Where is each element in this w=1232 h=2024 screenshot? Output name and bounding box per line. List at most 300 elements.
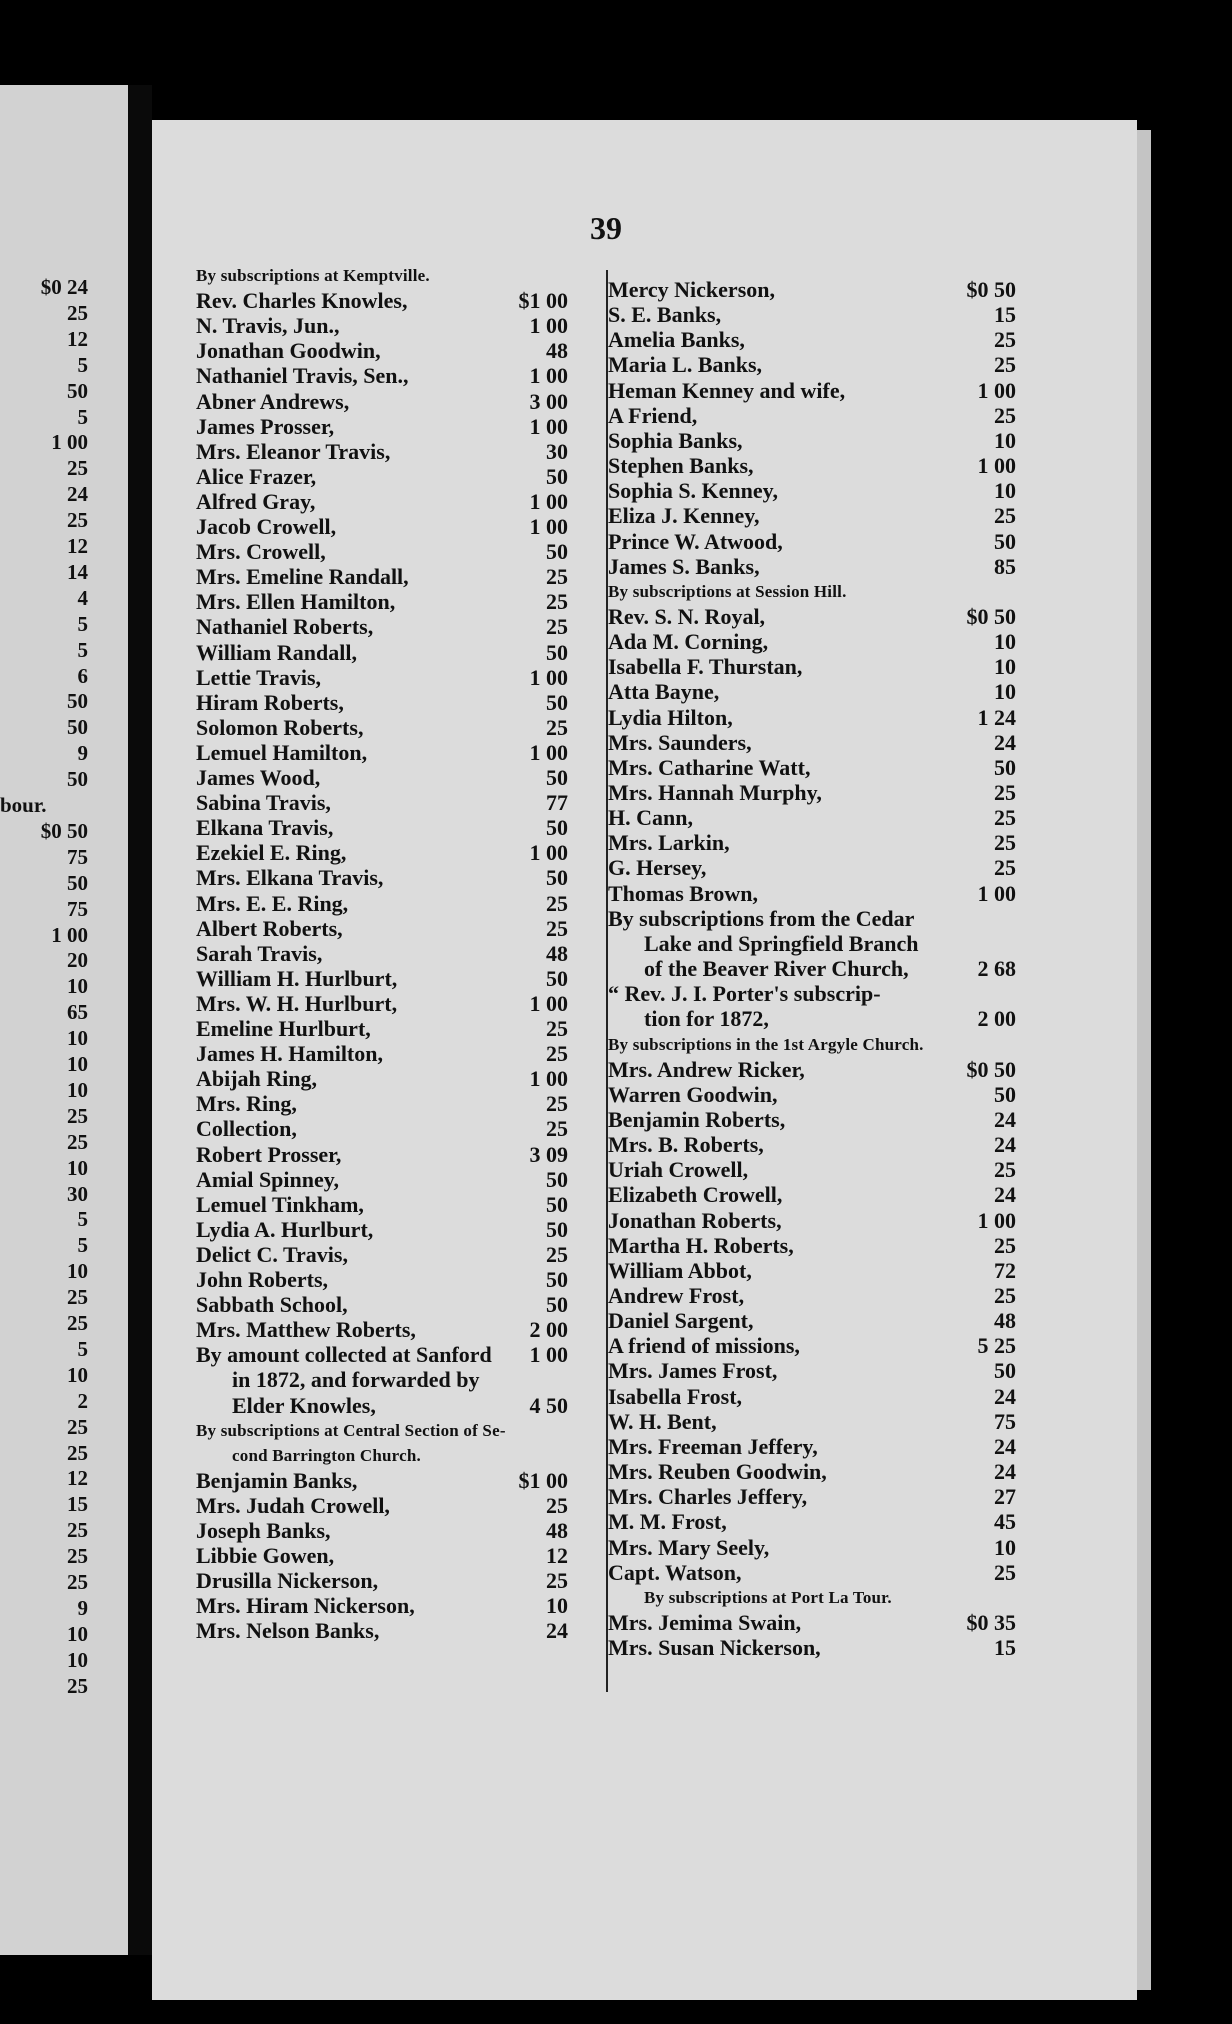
subscriber-name: Elkana Travis, bbox=[196, 815, 334, 841]
facing-page-text: 12 bbox=[67, 1466, 88, 1491]
subscription-entry bbox=[196, 1543, 568, 1568]
subscriber-name: Mrs. Jemima Swain, bbox=[608, 1609, 802, 1635]
subscriber-name: Sarah Travis, bbox=[196, 940, 323, 966]
facing-page-text: 6 bbox=[77, 663, 88, 688]
subscriber-name: “ Rev. J. I. Porter's subscrip- bbox=[608, 981, 881, 1007]
facing-page-text: 20 bbox=[67, 948, 88, 973]
subscription-entry bbox=[608, 931, 1016, 956]
subscriber-name: Mrs. Matthew Roberts, bbox=[196, 1317, 416, 1343]
subscriber-name: Ada M. Corning, bbox=[608, 629, 769, 655]
subscriber-name: Alfred Gray, bbox=[196, 488, 316, 514]
subscription-entry bbox=[608, 403, 1016, 428]
subscriber-name: Mrs. Mary Seely, bbox=[608, 1534, 770, 1560]
amount: 10 bbox=[994, 478, 1016, 504]
subscription-entry bbox=[608, 755, 1016, 780]
heading-text: By subscriptions in the 1st Argyle Church. bbox=[608, 1034, 924, 1054]
amount: 1 00 bbox=[977, 453, 1016, 479]
facing-page-text: 10 bbox=[67, 1362, 88, 1387]
subscription-entry bbox=[196, 715, 568, 740]
subscription-entry bbox=[196, 815, 568, 840]
page-edge bbox=[1137, 130, 1151, 1990]
facing-page-text: 24 bbox=[67, 482, 88, 507]
subscriber-name: Robert Prosser, bbox=[196, 1141, 342, 1167]
amount: 48 bbox=[546, 940, 568, 966]
subscription-entry bbox=[608, 1132, 1016, 1157]
amount: 25 bbox=[546, 714, 568, 740]
facing-page-text: 5 bbox=[77, 1233, 88, 1258]
subscriber-name: Sabina Travis, bbox=[196, 790, 331, 816]
subscriber-name: Sophia S. Kenney, bbox=[608, 478, 778, 504]
section-heading bbox=[196, 263, 568, 288]
facing-page-text: 1 00 bbox=[51, 430, 88, 455]
subscriber-name: Mrs. Hiram Nickerson, bbox=[196, 1593, 415, 1619]
subscriber-name: Mrs. Ellen Hamilton, bbox=[196, 589, 396, 615]
subscriber-name: Lemuel Hamilton, bbox=[196, 739, 368, 765]
subscriber-name: Abner Andrews, bbox=[196, 388, 350, 414]
amount: 50 bbox=[546, 1292, 568, 1318]
heading-text: By subscriptions at Session Hill. bbox=[608, 581, 847, 601]
subscriber-name: Mrs. W. H. Hurlburt, bbox=[196, 990, 398, 1016]
subscriber-name: James S. Banks, bbox=[608, 553, 760, 579]
subscription-entry bbox=[196, 313, 568, 338]
facing-page-fragment bbox=[0, 85, 128, 1955]
amount: 24 bbox=[546, 1618, 568, 1644]
amount: 1 00 bbox=[529, 990, 568, 1016]
subscriber-name: William Abbot, bbox=[608, 1257, 752, 1283]
subscription-entry bbox=[608, 1610, 1016, 1635]
facing-page-text: 5 bbox=[77, 404, 88, 429]
amount: 85 bbox=[994, 553, 1016, 579]
subscription-entry bbox=[608, 1157, 1016, 1182]
subscription-entry bbox=[608, 453, 1016, 478]
subscriber-name: of the Beaver River Church, bbox=[644, 956, 909, 982]
subscription-entry bbox=[196, 891, 568, 916]
amount: 25 bbox=[994, 830, 1016, 856]
subscriber-name: Atta Bayne, bbox=[608, 679, 720, 705]
amount: 1 00 bbox=[977, 377, 1016, 403]
amount: 1 00 bbox=[529, 514, 568, 539]
facing-page-text: 50 bbox=[67, 378, 88, 403]
amount: 5 25 bbox=[977, 1333, 1016, 1359]
subscriber-name: Mrs. Catharine Watt, bbox=[608, 754, 811, 780]
subscription-entry bbox=[608, 1057, 1016, 1082]
subscription-entry bbox=[608, 1082, 1016, 1107]
facing-page-text: 1 00 bbox=[51, 922, 88, 947]
section-heading bbox=[608, 579, 1016, 604]
amount: 25 bbox=[994, 780, 1016, 805]
subscription-entry bbox=[196, 1066, 568, 1091]
subscription-entry bbox=[196, 1342, 568, 1367]
section-heading bbox=[608, 1585, 1016, 1610]
amount: $1 00 bbox=[518, 1467, 568, 1493]
facing-page-text: 10 bbox=[67, 1155, 88, 1180]
subscription-entry bbox=[608, 1208, 1016, 1233]
subscriber-name: James H. Hamilton, bbox=[196, 1041, 383, 1067]
subscriber-name: Drusilla Nickerson, bbox=[196, 1568, 379, 1594]
subscription-entry bbox=[196, 1016, 568, 1041]
amount: 50 bbox=[994, 1081, 1016, 1107]
facing-page-text: $0 50 bbox=[40, 818, 88, 843]
subscriber-name: Lydia Hilton, bbox=[608, 704, 733, 730]
subscription-entry bbox=[196, 614, 568, 639]
subscription-entry bbox=[608, 956, 1016, 981]
amount: 25 bbox=[994, 855, 1016, 881]
facing-page-text: 10 bbox=[67, 1077, 88, 1102]
subscriber-name: Mrs. Judah Crowell, bbox=[196, 1492, 390, 1518]
subscriber-name: Mrs. Susan Nickerson, bbox=[608, 1635, 821, 1661]
facing-page-text: 9 bbox=[77, 1595, 88, 1620]
amount: 2 68 bbox=[977, 956, 1016, 982]
amount: 25 bbox=[546, 1091, 568, 1117]
amount: 50 bbox=[546, 1166, 568, 1192]
subscriber-name: Rev. Charles Knowles, bbox=[196, 288, 408, 314]
subscription-entry bbox=[608, 906, 1016, 931]
subscription-entry bbox=[608, 705, 1016, 730]
subscriber-name: Capt. Watson, bbox=[608, 1559, 742, 1585]
subscription-entry bbox=[196, 865, 568, 890]
subscriber-name: Isabella F. Thurstan, bbox=[608, 654, 803, 680]
subscription-entry bbox=[608, 780, 1016, 805]
amount: 50 bbox=[546, 1267, 568, 1292]
subscription-entry bbox=[608, 302, 1016, 327]
amount: 25 bbox=[994, 503, 1016, 529]
subscriber-name: A friend of missions, bbox=[608, 1333, 800, 1359]
subscription-entry bbox=[196, 665, 568, 690]
subscriber-name: Delict C. Travis, bbox=[196, 1241, 348, 1267]
subscription-entry bbox=[608, 730, 1016, 755]
facing-page-text: 25 bbox=[67, 1440, 88, 1465]
subscriber-name: Hiram Roberts, bbox=[196, 689, 344, 715]
subscription-entry bbox=[196, 916, 568, 941]
subscription-entry bbox=[608, 1409, 1016, 1434]
amount: 1 00 bbox=[529, 363, 568, 389]
subscription-entry bbox=[196, 589, 568, 614]
subscription-entry bbox=[196, 1493, 568, 1518]
amount: 1 00 bbox=[529, 1066, 568, 1092]
subscription-entry bbox=[608, 277, 1016, 302]
subscriber-name: Jonathan Roberts, bbox=[608, 1207, 782, 1233]
amount: 10 bbox=[994, 629, 1016, 655]
amount: 50 bbox=[994, 528, 1016, 554]
subscription-entry bbox=[608, 1560, 1016, 1585]
amount: 1 00 bbox=[977, 880, 1016, 906]
amount: 1 00 bbox=[977, 1207, 1016, 1233]
facing-page-text: 2 bbox=[77, 1388, 88, 1413]
subscriber-name: Mrs. Hannah Murphy, bbox=[608, 780, 822, 805]
facing-page-text: 10 bbox=[67, 974, 88, 999]
amount: 24 bbox=[994, 729, 1016, 755]
heading-text: By subscriptions at Port La Tour. bbox=[644, 1587, 892, 1607]
facing-page-text: 10 bbox=[67, 1052, 88, 1076]
facing-page-text: 75 bbox=[67, 896, 88, 921]
subscription-entry bbox=[196, 288, 568, 313]
subscription-entry bbox=[196, 1242, 568, 1267]
amount: 10 bbox=[546, 1593, 568, 1619]
subscription-entry bbox=[608, 1182, 1016, 1207]
facing-page-text: 50 bbox=[67, 767, 88, 792]
amount: 72 bbox=[994, 1257, 1016, 1283]
subscriber-name: James Wood, bbox=[196, 765, 321, 790]
subscription-entry bbox=[608, 1434, 1016, 1459]
subscription-entry bbox=[196, 1367, 568, 1392]
subscriber-name: M. M. Frost, bbox=[608, 1509, 727, 1535]
subscriber-name: Joseph Banks, bbox=[196, 1518, 331, 1543]
facing-page-text: 10 bbox=[67, 1259, 88, 1284]
amount: 10 bbox=[994, 654, 1016, 680]
subscriber-name: Stephen Banks, bbox=[608, 453, 754, 479]
subscription-entry bbox=[196, 1468, 568, 1493]
amount: 10 bbox=[994, 427, 1016, 453]
facing-page-text: 25 bbox=[67, 508, 88, 533]
subscription-entry bbox=[196, 1518, 568, 1543]
facing-page-text: 15 bbox=[67, 1492, 88, 1517]
amount: 50 bbox=[546, 865, 568, 891]
subscription-entry bbox=[608, 1459, 1016, 1484]
subscription-entry bbox=[608, 654, 1016, 679]
subscription-entry bbox=[608, 1535, 1016, 1560]
subscription-entry bbox=[196, 1317, 568, 1342]
amount: 25 bbox=[546, 614, 568, 640]
facing-page-text: 65 bbox=[67, 1000, 88, 1025]
amount: 1 00 bbox=[529, 413, 568, 439]
subscriber-name: A Friend, bbox=[608, 402, 698, 428]
amount: 50 bbox=[546, 689, 568, 715]
subscriber-name: G. Hersey, bbox=[608, 855, 707, 881]
amount: 25 bbox=[994, 1232, 1016, 1258]
amount: 75 bbox=[994, 1408, 1016, 1434]
subscription-entry bbox=[608, 1358, 1016, 1383]
amount: 1 00 bbox=[529, 488, 568, 514]
amount: 2 00 bbox=[977, 1006, 1016, 1032]
facing-page-text: bour. bbox=[0, 793, 47, 817]
amount: 50 bbox=[546, 965, 568, 991]
subscriber-name: Nathaniel Roberts, bbox=[196, 614, 374, 640]
heading-text: By subscriptions at Kemptville. bbox=[196, 266, 430, 285]
subscriber-name: Abijah Ring, bbox=[196, 1066, 318, 1092]
amount: 50 bbox=[994, 1358, 1016, 1384]
amount: 4 50 bbox=[529, 1392, 568, 1418]
subscriber-name: Lemuel Tinkham, bbox=[196, 1191, 364, 1217]
amount: 48 bbox=[994, 1308, 1016, 1334]
amount: $1 00 bbox=[518, 288, 568, 314]
subscriber-name: Daniel Sargent, bbox=[608, 1308, 754, 1334]
subscriber-name: Amial Spinney, bbox=[196, 1166, 340, 1192]
amount: 30 bbox=[546, 438, 568, 464]
amount: 50 bbox=[546, 815, 568, 841]
amount: $0 50 bbox=[966, 1056, 1016, 1082]
subscription-entry bbox=[608, 428, 1016, 453]
subscriber-name: William Randall, bbox=[196, 639, 357, 665]
facing-page-text: 5 bbox=[77, 637, 88, 662]
subscriber-name: Lydia A. Hurlburt, bbox=[196, 1216, 374, 1242]
subscription-entry bbox=[608, 855, 1016, 880]
subscriber-name: S. E. Banks, bbox=[608, 302, 722, 328]
subscription-entry bbox=[196, 991, 568, 1016]
facing-page-text: 5 bbox=[77, 1207, 88, 1232]
amount: 50 bbox=[546, 463, 568, 489]
amount: 50 bbox=[994, 754, 1016, 780]
amount: 1 00 bbox=[529, 739, 568, 765]
subscriber-name: Jonathan Goodwin, bbox=[196, 338, 381, 364]
amount: 50 bbox=[546, 639, 568, 665]
amount: 25 bbox=[994, 805, 1016, 831]
subscriber-name: William H. Hurlburt, bbox=[196, 965, 398, 991]
section-heading bbox=[608, 1032, 1016, 1057]
amount: 24 bbox=[994, 1182, 1016, 1208]
amount: 24 bbox=[994, 1383, 1016, 1409]
subscriber-name: Mrs. Eleanor Travis, bbox=[196, 438, 391, 464]
subscription-entry bbox=[196, 1593, 568, 1618]
facing-page-text: 9 bbox=[77, 741, 88, 766]
amount: 15 bbox=[994, 1635, 1016, 1661]
subscriber-name: Mrs. Charles Jeffery, bbox=[608, 1484, 808, 1510]
amount: 25 bbox=[546, 1568, 568, 1594]
subscription-entry bbox=[608, 881, 1016, 906]
amount: 3 00 bbox=[529, 388, 568, 414]
subscriber-name: Uriah Crowell, bbox=[608, 1157, 749, 1183]
amount: 25 bbox=[546, 1041, 568, 1067]
subscription-entry bbox=[608, 604, 1016, 629]
subscription-entry bbox=[196, 1618, 568, 1643]
amount: $0 50 bbox=[966, 603, 1016, 629]
subscriber-name: Andrew Frost, bbox=[608, 1283, 745, 1308]
subscription-entry bbox=[196, 1091, 568, 1116]
subscriber-name: Mrs. E. E. Ring, bbox=[196, 890, 349, 916]
subscription-entry bbox=[196, 1393, 568, 1418]
heading-text: By subscriptions at Central Section of Se- bbox=[196, 1420, 506, 1440]
subscriber-name: Jacob Crowell, bbox=[196, 514, 337, 539]
facing-page-text: 5 bbox=[77, 1336, 88, 1361]
facing-page-text: 25 bbox=[67, 1673, 88, 1698]
amount: 50 bbox=[546, 765, 568, 790]
subscriber-name: Sophia Banks, bbox=[608, 427, 743, 453]
subscriber-name: Mercy Nickerson, bbox=[608, 277, 775, 302]
subscription-entry bbox=[196, 941, 568, 966]
amount: 45 bbox=[994, 1509, 1016, 1535]
subscription-entry bbox=[608, 478, 1016, 503]
subscriber-name: Mrs. Ring, bbox=[196, 1091, 297, 1117]
subscription-entry bbox=[608, 378, 1016, 403]
amount: 10 bbox=[994, 1534, 1016, 1560]
amount: 10 bbox=[994, 679, 1016, 705]
amount: 1 00 bbox=[529, 664, 568, 690]
subscriber-name: James Prosser, bbox=[196, 413, 335, 439]
amount: 25 bbox=[546, 890, 568, 916]
subscription-entry bbox=[608, 327, 1016, 352]
amount: 1 00 bbox=[529, 313, 568, 339]
subscription-entry bbox=[196, 1167, 568, 1192]
amount: 25 bbox=[994, 327, 1016, 353]
subscriber-name: Lettie Travis, bbox=[196, 664, 322, 690]
subscription-entry bbox=[608, 1333, 1016, 1358]
subscription-entry bbox=[608, 981, 1016, 1006]
subscriber-name: Mrs. Freeman Jeffery, bbox=[608, 1433, 818, 1459]
subscription-entry bbox=[608, 1635, 1016, 1660]
facing-page-text: 25 bbox=[67, 1544, 88, 1569]
subscription-entry bbox=[608, 529, 1016, 554]
amount: 1 00 bbox=[529, 1342, 568, 1368]
section-heading bbox=[196, 1443, 568, 1468]
amount: 50 bbox=[546, 1216, 568, 1242]
subscriber-name: By subscriptions from the Cedar bbox=[608, 905, 915, 931]
amount: $0 50 bbox=[966, 277, 1016, 302]
section-heading bbox=[196, 1418, 568, 1443]
subscription-entry bbox=[196, 1217, 568, 1242]
subscription-entry bbox=[196, 414, 568, 439]
facing-page-text: 30 bbox=[67, 1181, 88, 1206]
amount: 25 bbox=[546, 564, 568, 590]
subscription-entry bbox=[608, 830, 1016, 855]
amount: 24 bbox=[994, 1132, 1016, 1158]
subscriber-name: John Roberts, bbox=[196, 1267, 329, 1292]
subscriber-name: Elizabeth Crowell, bbox=[608, 1182, 783, 1208]
subscriber-name: Albert Roberts, bbox=[196, 915, 343, 941]
amount: 12 bbox=[546, 1543, 568, 1569]
subscription-entry bbox=[608, 352, 1016, 377]
subscription-entry bbox=[196, 1267, 568, 1292]
subscription-entry bbox=[196, 338, 568, 363]
subscriber-name: Mrs. Nelson Banks, bbox=[196, 1618, 380, 1644]
subscriber-name: Isabella Frost, bbox=[608, 1383, 743, 1409]
subscription-entry bbox=[608, 679, 1016, 704]
subscription-entry bbox=[196, 1041, 568, 1066]
subscriber-name: Collection, bbox=[196, 1116, 297, 1142]
amount: 25 bbox=[994, 1283, 1016, 1308]
subscription-entry bbox=[608, 1233, 1016, 1258]
subscriber-name: Mrs. Emeline Randall, bbox=[196, 564, 409, 590]
amount: 24 bbox=[994, 1106, 1016, 1132]
book-gutter bbox=[128, 85, 152, 1955]
facing-page-text: 50 bbox=[67, 870, 88, 895]
subscription-entry bbox=[196, 1568, 568, 1593]
amount: 2 00 bbox=[529, 1317, 568, 1343]
subscription-entry bbox=[196, 1142, 568, 1167]
subscriber-name: Libbie Gowen, bbox=[196, 1543, 335, 1569]
facing-page-text: 25 bbox=[67, 1570, 88, 1594]
subscriber-name: Elder Knowles, bbox=[232, 1392, 376, 1418]
facing-page-text: 75 bbox=[67, 844, 88, 869]
heading-text: cond Barrington Church. bbox=[232, 1445, 421, 1465]
subscriber-name: Mrs. Saunders, bbox=[608, 729, 752, 755]
amount: 25 bbox=[546, 1492, 568, 1518]
amount: 25 bbox=[546, 1016, 568, 1041]
page-number: 39 bbox=[590, 210, 622, 246]
subscription-entry bbox=[196, 740, 568, 765]
subscriber-name: Martha H. Roberts, bbox=[608, 1232, 794, 1258]
facing-page-text: 25 bbox=[67, 1414, 88, 1439]
facing-page-text: 25 bbox=[67, 300, 88, 325]
facing-page-text: 5 bbox=[77, 611, 88, 636]
amount: 50 bbox=[546, 1191, 568, 1217]
subscription-entry bbox=[196, 1116, 568, 1141]
subscriber-name: Benjamin Banks, bbox=[196, 1467, 358, 1493]
amount: 15 bbox=[994, 302, 1016, 328]
facing-page-text: 25 bbox=[67, 1285, 88, 1310]
amount: 25 bbox=[994, 352, 1016, 378]
subscriber-name: Nathaniel Travis, Sen., bbox=[196, 363, 409, 389]
subscription-entry bbox=[608, 554, 1016, 579]
amount: 25 bbox=[546, 915, 568, 941]
subscription-entry bbox=[608, 1258, 1016, 1283]
facing-page-text: 50 bbox=[67, 715, 88, 740]
subscriber-name: Eliza J. Kenney, bbox=[608, 503, 760, 529]
subscription-entry bbox=[608, 1484, 1016, 1509]
subscriber-name: Warren Goodwin, bbox=[608, 1081, 778, 1107]
subscriber-name: Ezekiel E. Ring, bbox=[196, 840, 347, 866]
subscriber-name: Amelia Banks, bbox=[608, 327, 745, 353]
facing-page-text: 12 bbox=[67, 534, 88, 558]
subscriber-name: Mrs. Reuben Goodwin, bbox=[608, 1459, 827, 1485]
